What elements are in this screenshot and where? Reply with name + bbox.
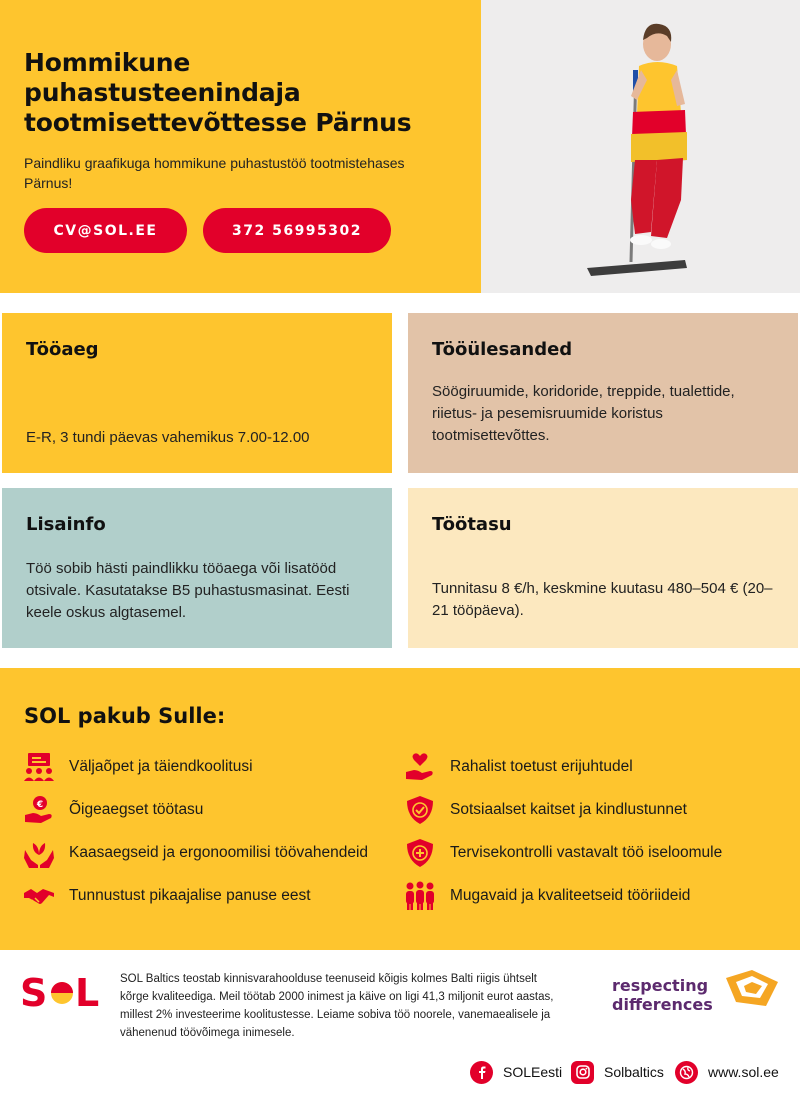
benefit-item-workwear [403,879,691,913]
people-group-icon [403,879,437,913]
svg-text:€: € [36,800,44,810]
benefit-item-training [22,750,253,784]
plant-hands-icon [22,836,56,870]
card-salary-title: Töötasu [432,514,512,535]
social-facebook[interactable] [470,1060,562,1084]
benefit-label: Kaasaegseid ja ergonoomilisi töövahendeid [69,844,369,861]
salary-hand-icon [22,793,56,827]
benefit-label: Õigeaegset töötasu [69,801,204,818]
benefit-label: Tervisekontrolli vastavalt töö iseloomule [450,844,723,861]
card-extra-info [2,488,392,648]
card-work-time-title: Tööaeg [26,339,99,360]
heart-hand-icon [403,750,437,784]
cleaner-photo [481,0,800,293]
benefit-item-salary [22,793,204,827]
pentagon-mark-icon [722,968,780,1013]
facebook-icon [470,1061,493,1084]
respect-line-1: respecting [612,976,709,995]
job-title-line-1: Hommikune [24,48,191,77]
social-website[interactable] [675,1060,779,1084]
card-tasks [408,313,798,473]
training-icon [22,750,56,784]
sol-logo-mark [20,972,104,1010]
benefit-item-recognition [22,879,311,913]
job-title-line-3: tootmisettevõttesse Pärnus [24,108,412,137]
company-about-text: SOL Baltics teostab kinnisvarahoolduse teenuseid kõigis kolmes Balti riigis ühtselt kõrge kvaliteediga. Meil töötab 2000 inimest ja käive on ligi 41,3 miljonit eurot aastas, millest 2% investeerime koolitustesse. Leiame sobiva töö noorele, vanemaealisele ja vähenenud töövõimega inimesele. [120,973,554,1039]
hero-section [0,0,800,293]
phone-button[interactable]: 372 56995302 [203,208,391,253]
benefit-item-tools [22,836,369,870]
benefit-item-financial-support [403,750,633,784]
card-salary [408,488,798,648]
email-button[interactable]: CV@SOL.EE [24,208,187,253]
job-title [24,48,454,138]
shield-plus-icon [403,836,437,870]
benefit-item-social-protection [403,793,687,827]
respecting-differences-logo [612,976,713,1014]
benefit-label: Rahalist toetust erijuhtudel [450,758,633,775]
benefits-section [0,668,800,950]
benefit-label: Väljaõpet ja täiendkoolitusi [69,758,253,775]
card-extra-info-body: Töö sobib hästi paindlikku tööaega või lisatööd otsivale. Kasutatakse B5 puhastusmasinat. Eesti keele oskus algtasemel. [26,560,350,621]
job-subtitle: Paindliku graafikuga hommikune puhastustöö tootmistehases Pärnus! [24,155,405,191]
benefit-label: Sotsiaalset kaitset ja kindlustunnet [450,801,687,818]
social-label: www.sol.ee [708,1064,779,1080]
card-tasks-body: Söögiruumide, koridoride, treppide, tualettide, riietus- ja pesemisruumide koristus tootmisettevõttes. [432,383,735,444]
sol-logo [20,972,104,1015]
card-salary-body: Tunnitasu 8 €/h, keskmine kuutasu 480–504 € (20–21 tööpäeva). [432,580,773,619]
benefits-title: SOL pakub Sulle: [24,704,226,728]
handshake-icon [22,879,56,913]
hero-text [24,48,454,193]
instagram-icon [571,1061,594,1084]
svg-text:L: L [75,972,100,1010]
benefit-label: Tunnustust pikaajalise panuse eest [69,887,311,904]
benefit-item-health-check [403,836,723,870]
card-tasks-title: Tööülesanded [432,339,573,360]
social-label: Solbaltics [604,1064,664,1080]
benefit-label: Mugavaid ja kvaliteetseid tööriideid [450,887,691,904]
shield-check-icon [403,793,437,827]
job-title-line-2: puhastusteenindaja [24,78,301,107]
svg-text:S: S [20,972,47,1010]
globe-icon [675,1061,698,1084]
card-extra-info-title: Lisainfo [26,514,106,535]
card-work-time [2,313,392,473]
cleaner-illustration [481,0,800,293]
footer [0,950,800,1094]
card-work-time-body: E-R, 3 tundi päevas vahemikus 7.00-12.00 [26,429,310,446]
social-label: SOLEesti [503,1064,563,1080]
social-instagram[interactable] [571,1060,664,1084]
respect-line-2: differences [612,995,713,1014]
